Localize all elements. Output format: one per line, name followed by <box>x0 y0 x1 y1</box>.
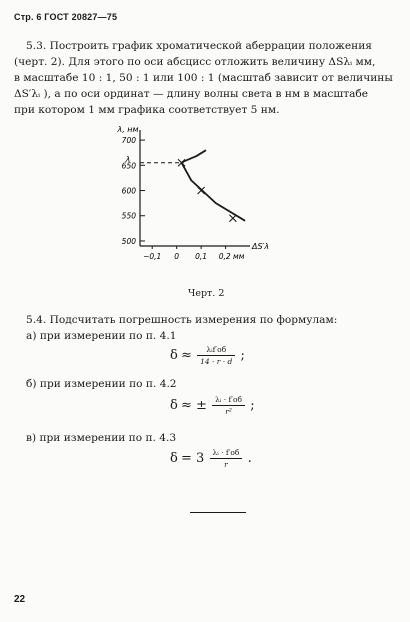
formula-a-op: ≈ <box>181 348 192 363</box>
y-tick-label: 650 <box>121 161 136 171</box>
formula-c-denominator: r <box>224 460 228 469</box>
formula-c-op: = 3 <box>181 451 205 466</box>
y-axis-label: λ, нм <box>117 125 139 134</box>
para-5-3-line1: 5.3. Построить график хроматической аберрации положения <box>26 40 372 52</box>
data-point-marker <box>229 215 236 222</box>
x-tick-label: −0,1 <box>143 252 162 261</box>
formula-a-fraction <box>197 345 235 366</box>
para-5-4-title: 5.4. Подсчитать погрешность измерения по формулам: <box>26 314 338 326</box>
reference-lambda-label: λ <box>125 154 131 164</box>
formula-b-numerator: λᵢ · f′об <box>212 395 245 406</box>
formula-a-denominator: 14 · r · d <box>200 357 233 366</box>
x-axis-label: ΔS′λ <box>252 242 270 251</box>
item-b-label: б) при измерении по п. 4.2 <box>26 378 177 390</box>
formula-b-op: ≈ ± <box>181 398 207 413</box>
formula-a-numerator: λᵢf′об <box>197 345 235 356</box>
x-tick-label: 0,2 мм <box>218 252 245 261</box>
formula-c-lhs: δ <box>170 451 178 466</box>
y-tick-label: 550 <box>121 211 136 221</box>
formula-a <box>170 345 245 366</box>
formula-a-tail: ; <box>240 348 245 363</box>
end-rule <box>190 512 246 513</box>
y-tick-label: 600 <box>121 186 136 196</box>
para-5-3-line5: при котором 1 мм графика соответствует 5 нм. <box>14 104 280 116</box>
formula-c-numerator: λᵢ · f′об <box>210 448 243 459</box>
formula-b-fraction <box>212 395 245 416</box>
x-tick-label: 0,1 <box>195 252 208 261</box>
data-point-marker <box>178 159 185 166</box>
para-5-3-line4: ΔS′λᵢ ), а по оси ординат — длину волны света в нм в масштабе <box>14 88 369 100</box>
formula-c-fraction <box>210 448 243 469</box>
item-a-label: а) при измерении по п. 4.1 <box>26 330 177 342</box>
formula-b <box>170 395 255 416</box>
para-5-3-line3: в масштабе 10 : 1, 50 : 1 или 100 : 1 (масштаб зависит от величины <box>14 72 393 84</box>
data-point-marker <box>198 187 205 194</box>
formula-b-tail: ; <box>250 398 255 413</box>
formula-b-denominator: r² <box>225 407 232 416</box>
x-tick-label: 0 <box>174 252 180 261</box>
page-header: Стр. 6 ГОСТ 20827—75 <box>14 12 118 22</box>
formula-c-tail: . <box>247 451 252 466</box>
formula-b-lhs: δ <box>170 398 178 413</box>
y-tick-label: 700 <box>121 136 136 146</box>
formula-a-lhs: δ <box>170 348 178 363</box>
para-5-3-line2: (черт. 2). Для этого по оси абсцисс отложить величину ΔSλᵢ мм, <box>14 56 376 68</box>
formula-c <box>170 448 252 469</box>
figure-caption: Черт. 2 <box>188 288 225 299</box>
item-c-label: в) при измерении по п. 4.3 <box>26 432 177 444</box>
chromatic-aberration-chart <box>100 122 300 282</box>
aberration-curve <box>182 150 246 221</box>
page-number: 22 <box>14 594 26 605</box>
y-tick-label: 500 <box>121 236 136 246</box>
